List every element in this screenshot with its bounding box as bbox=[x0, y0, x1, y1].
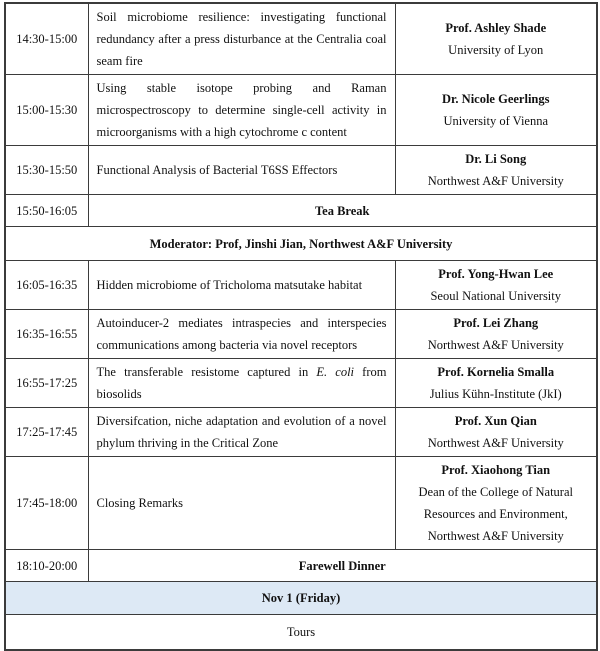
title-text: The transferable resistome captured in bbox=[96, 365, 317, 379]
schedule-table bbox=[4, 2, 598, 651]
table-row-session-1605 bbox=[5, 261, 597, 310]
time-cell: 15:30-15:50 bbox=[5, 146, 88, 195]
speaker-affiliation: Northwest A&F University bbox=[427, 436, 564, 450]
speaker-name: Prof. Ashley Shade bbox=[445, 21, 547, 35]
speaker-name: Prof. Yong-Hwan Lee bbox=[438, 267, 554, 281]
speaker-cell bbox=[395, 3, 597, 75]
speaker-affiliation: Dean of the College of Natural bbox=[418, 485, 573, 499]
talk-title-cell bbox=[88, 359, 395, 408]
time-cell: 17:25-17:45 bbox=[5, 408, 88, 457]
speaker-name: Prof. Xun Qian bbox=[454, 414, 537, 428]
speaker-cell bbox=[395, 261, 597, 310]
table-row-moderator bbox=[5, 227, 597, 261]
table-row-farewell-dinner bbox=[5, 550, 597, 582]
speaker-affiliation: University of Vienna bbox=[443, 114, 549, 128]
event-label-cell: Tea Break bbox=[88, 195, 597, 227]
talk-title-cell: Using stable isotope probing and Raman microspectroscopy to determine single-cell activity in microorganisms with a high cytochrome c content bbox=[88, 75, 395, 146]
title-text: from biosolids bbox=[96, 365, 387, 401]
speaker-cell bbox=[395, 146, 597, 195]
talk-title-cell: Autoinducer-2 mediates intraspecies and interspecies communications among bacteria via novel receptors bbox=[88, 310, 395, 359]
speaker-cell bbox=[395, 310, 597, 359]
speaker-affiliation: Northwest A&F University bbox=[427, 529, 564, 543]
table-row-session-1430 bbox=[5, 3, 597, 75]
table-row-tours bbox=[5, 615, 597, 650]
speaker-name: Prof. Xiaohong Tian bbox=[441, 463, 551, 477]
table-row-session-1725 bbox=[5, 408, 597, 457]
time-cell: 15:00-15:30 bbox=[5, 75, 88, 146]
table-row-session-1635 bbox=[5, 310, 597, 359]
time-cell: 16:55-17:25 bbox=[5, 359, 88, 408]
talk-title-cell: Closing Remarks bbox=[88, 457, 395, 550]
speaker-cell bbox=[395, 408, 597, 457]
speaker-affiliation: University of Lyon bbox=[448, 43, 544, 57]
time-cell: 16:05-16:35 bbox=[5, 261, 88, 310]
speaker-name: Prof. Lei Zhang bbox=[453, 316, 539, 330]
speaker-cell bbox=[395, 75, 597, 146]
time-cell: 18:10-20:00 bbox=[5, 550, 88, 582]
speaker-name: Dr. Li Song bbox=[465, 152, 527, 166]
speaker-name: Prof. Kornelia Smalla bbox=[437, 365, 555, 379]
talk-title-cell: Diversifcation, niche adaptation and evolution of a novel phylum thriving in the Critical Zone bbox=[88, 408, 395, 457]
table-row-session-1655 bbox=[5, 359, 597, 408]
table-row-session-1500 bbox=[5, 75, 597, 146]
time-cell: 17:45-18:00 bbox=[5, 457, 88, 550]
table-row-session-1530 bbox=[5, 146, 597, 195]
title-species-italic: E. coli bbox=[316, 365, 355, 379]
speaker-affiliation: Resources and Environment, bbox=[423, 507, 568, 521]
event-label-cell: Farewell Dinner bbox=[88, 550, 597, 582]
speaker-affiliation: Seoul National University bbox=[430, 289, 562, 303]
speaker-cell bbox=[395, 359, 597, 408]
table-row-tea-break bbox=[5, 195, 597, 227]
tours-cell: Tours bbox=[5, 615, 597, 650]
talk-title-cell: Hidden microbiome of Tricholoma matsutake habitat bbox=[88, 261, 395, 310]
time-cell: 15:50-16:05 bbox=[5, 195, 88, 227]
day-header-cell: Nov 1 (Friday) bbox=[5, 582, 597, 615]
moderator-cell: Moderator: Prof, Jinshi Jian, Northwest A&F University bbox=[5, 227, 597, 261]
table-row-day-header bbox=[5, 582, 597, 615]
speaker-affiliation: Julius Kühn-Institute (JkI) bbox=[429, 387, 562, 401]
time-cell: 16:35-16:55 bbox=[5, 310, 88, 359]
speaker-cell bbox=[395, 457, 597, 550]
speaker-affiliation: Northwest A&F University bbox=[427, 338, 564, 352]
talk-title-cell: Soil microbiome resilience: investigating functional redundancy after a press disturbance at the Centralia coal seam fire bbox=[88, 3, 395, 75]
time-cell: 14:30-15:00 bbox=[5, 3, 88, 75]
speaker-name: Dr. Nicole Geerlings bbox=[441, 92, 550, 106]
talk-title-cell: Functional Analysis of Bacterial T6SS Effectors bbox=[88, 146, 395, 195]
speaker-affiliation: Northwest A&F University bbox=[427, 174, 564, 188]
table-row-session-1745 bbox=[5, 457, 597, 550]
